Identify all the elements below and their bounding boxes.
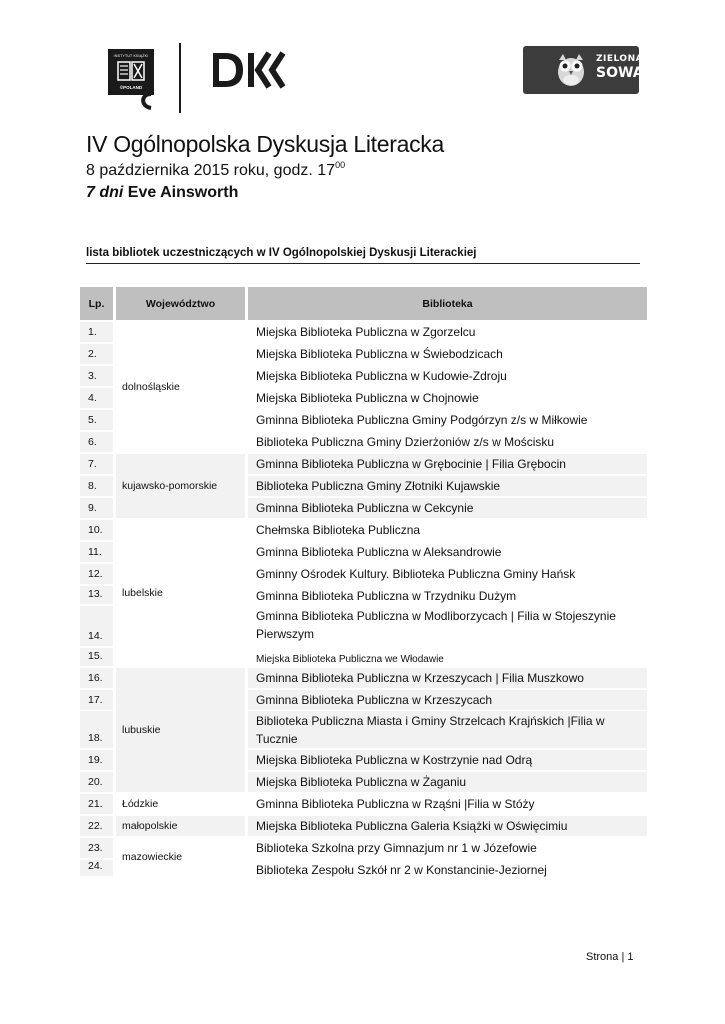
- library-name: [248, 772, 647, 792]
- logo-book-top-text: INSTYTUT KSIĄŻKI: [113, 54, 149, 58]
- region-cell: lubuskie: [116, 668, 245, 792]
- library-name: [248, 564, 647, 584]
- row-number: 2.: [80, 344, 113, 364]
- sowa-line-1: ZIELONA: [596, 54, 644, 64]
- library-name-line: Pierwszym: [256, 627, 315, 641]
- library-name: [248, 454, 647, 474]
- book-icon: [117, 61, 145, 81]
- library-name-line: Gminna Biblioteka Publiczna w Cekcynie: [256, 501, 474, 515]
- library-name-line: Miejska Biblioteka Publiczna w Świebodzicach: [256, 347, 503, 361]
- row-number: 16.: [80, 668, 113, 688]
- library-name-line: Biblioteka Zespołu Szkół nr 2 w Konstancinie-Jeziornej: [256, 863, 547, 877]
- event-time-minutes: 00: [335, 160, 346, 170]
- owl-icon: [553, 52, 589, 88]
- row-number: 7.: [80, 454, 113, 474]
- library-name-line: Biblioteka Publiczna Miasta i Gminy Strzelcach Krajńskich |Filia w: [256, 714, 605, 728]
- row-number: 20.: [80, 772, 113, 792]
- library-name: [248, 366, 647, 386]
- header-wojewodztwo: Województwo: [116, 287, 245, 320]
- library-name-line: Gminna Biblioteka Publiczna w Krzeszycach | Filia Muszkowo: [256, 671, 584, 685]
- page-title: IV Ogólnopolska Dyskusja Literacka: [86, 131, 444, 157]
- library-name-line: Miejska Biblioteka Publiczna we Włodawie: [256, 654, 444, 665]
- row-number: 15.: [80, 648, 113, 666]
- library-name-line: Biblioteka Publiczna Gminy Dzierżoniów z/s w Mościsku: [256, 435, 555, 449]
- row-number: 18.: [80, 711, 113, 748]
- library-name: [248, 344, 647, 364]
- heading-underline: [86, 263, 640, 264]
- row-number: 12.: [80, 564, 113, 584]
- row-number: 1.: [80, 322, 113, 342]
- row-number: 3.: [80, 366, 113, 386]
- library-name-line: Miejska Biblioteka Publiczna Galeria Książki w Oświęcimiu: [256, 819, 568, 833]
- library-name-line: Gminna Biblioteka Publiczna w Trzydniku Dużym: [256, 589, 517, 603]
- library-name: [248, 498, 647, 518]
- library-name-line: Miejska Biblioteka Publiczna w Kostrzynie nad Odrą: [256, 753, 533, 767]
- logo-divider: [179, 43, 181, 113]
- zielona-sowa-logo: [523, 46, 644, 94]
- region-cell: małopolskie: [116, 816, 245, 836]
- book-author: Eve Ainsworth: [127, 184, 239, 201]
- library-name: [248, 322, 647, 342]
- instytut-ksiazki-logo: [108, 49, 154, 95]
- library-name: [248, 586, 647, 604]
- library-name-line: Gminna Biblioteka Publiczna w Grębocinie | Filia Grębocin: [256, 457, 566, 471]
- dkk-logo: [211, 51, 287, 89]
- library-name: [248, 838, 647, 858]
- library-name-line: Miejska Biblioteka Publiczna w Żaganiu: [256, 775, 467, 789]
- library-name: [248, 432, 647, 452]
- library-name-line: Miejska Biblioteka Publiczna w Chojnowie: [256, 391, 479, 405]
- region-cell: dolnośląskie: [116, 322, 245, 452]
- library-name: [248, 794, 647, 814]
- row-number: 4.: [80, 388, 113, 408]
- library-name: [248, 750, 647, 770]
- row-number: 22.: [80, 816, 113, 836]
- row-number: 10.: [80, 520, 113, 540]
- row-number: 9.: [80, 498, 113, 518]
- library-name: [248, 542, 647, 562]
- library-name-line: Gminna Biblioteka Publiczna w Aleksandrowie: [256, 545, 502, 559]
- region-cell: mazowieckie: [116, 838, 245, 876]
- library-name-line: Gminny Ośrodek Kultury. Biblioteka Publiczna Gminy Hańsk: [256, 567, 576, 581]
- header-biblioteka: Biblioteka: [248, 287, 647, 320]
- row-number: 8.: [80, 476, 113, 496]
- list-heading: lista bibliotek uczestniczących w IV Ogólnopolskiej Dyskusji Literackiej: [86, 247, 477, 259]
- header-logos: [0, 0, 725, 120]
- page-footer: Strona | 1: [586, 951, 634, 963]
- row-number: 23.: [80, 838, 113, 858]
- library-name-line: Biblioteka Publiczna Gminy Złotniki Kujawskie: [256, 479, 501, 493]
- region-cell: Łódzkie: [116, 794, 245, 814]
- row-number: 13.: [80, 586, 113, 604]
- sowa-logo-text: [596, 55, 644, 80]
- library-name: [248, 520, 647, 540]
- row-number: 21.: [80, 794, 113, 814]
- row-number: 5.: [80, 410, 113, 430]
- library-name: [248, 606, 647, 646]
- library-name-line: Miejska Biblioteka Publiczna w Kudowie-Zdroju: [256, 369, 507, 383]
- library-name: [248, 648, 647, 666]
- library-name-line: Biblioteka Szkolna przy Gimnazjum nr 1 w Józefowie: [256, 841, 537, 855]
- library-name-line: Gminna Biblioteka Publiczna w Krzeszycach: [256, 693, 493, 707]
- row-number: 14.: [80, 606, 113, 646]
- book-title: [86, 183, 238, 203]
- row-number: 6.: [80, 432, 113, 452]
- book-name: 7 dni: [86, 184, 124, 201]
- library-name-line: Gminna Biblioteka Publiczna w Rząśni |Filia w Stóży: [256, 797, 535, 811]
- row-number: 11.: [80, 542, 113, 562]
- logo-hook-icon: [137, 93, 157, 111]
- library-name-line: Gminna Biblioteka Publiczna w Modliborzycach | Filia w Stojeszynie: [256, 609, 616, 623]
- sowa-line-2: SOWA: [596, 65, 644, 81]
- library-name-line: Gminna Biblioteka Publiczna Gminy Podgórzyn z/s w Miłkowie: [256, 413, 588, 427]
- library-name: [248, 476, 647, 496]
- library-name: [248, 711, 647, 748]
- library-name-line: Miejska Biblioteka Publiczna w Zgorzelcu: [256, 325, 476, 339]
- region-cell: lubelskie: [116, 520, 245, 666]
- library-name: [248, 668, 647, 688]
- library-name-line: Chełmska Biblioteka Publiczna: [256, 523, 421, 537]
- row-number: 17.: [80, 690, 113, 710]
- row-number: 19.: [80, 750, 113, 770]
- event-date: [86, 161, 345, 181]
- region-cell: kujawsko-pomorskie: [116, 454, 245, 518]
- library-name-line: Tucznie: [256, 732, 298, 746]
- library-name: [248, 860, 647, 876]
- logo-book-bottom-text: ©POLAND: [119, 85, 143, 90]
- library-name: [248, 690, 647, 710]
- library-name: [248, 410, 647, 430]
- header-lp: Lp.: [80, 287, 113, 320]
- library-name: [248, 816, 647, 836]
- library-name: [248, 388, 647, 408]
- event-date-text: 8 października 2015 roku, godz. 17: [86, 162, 336, 179]
- row-number: 24.: [80, 860, 113, 876]
